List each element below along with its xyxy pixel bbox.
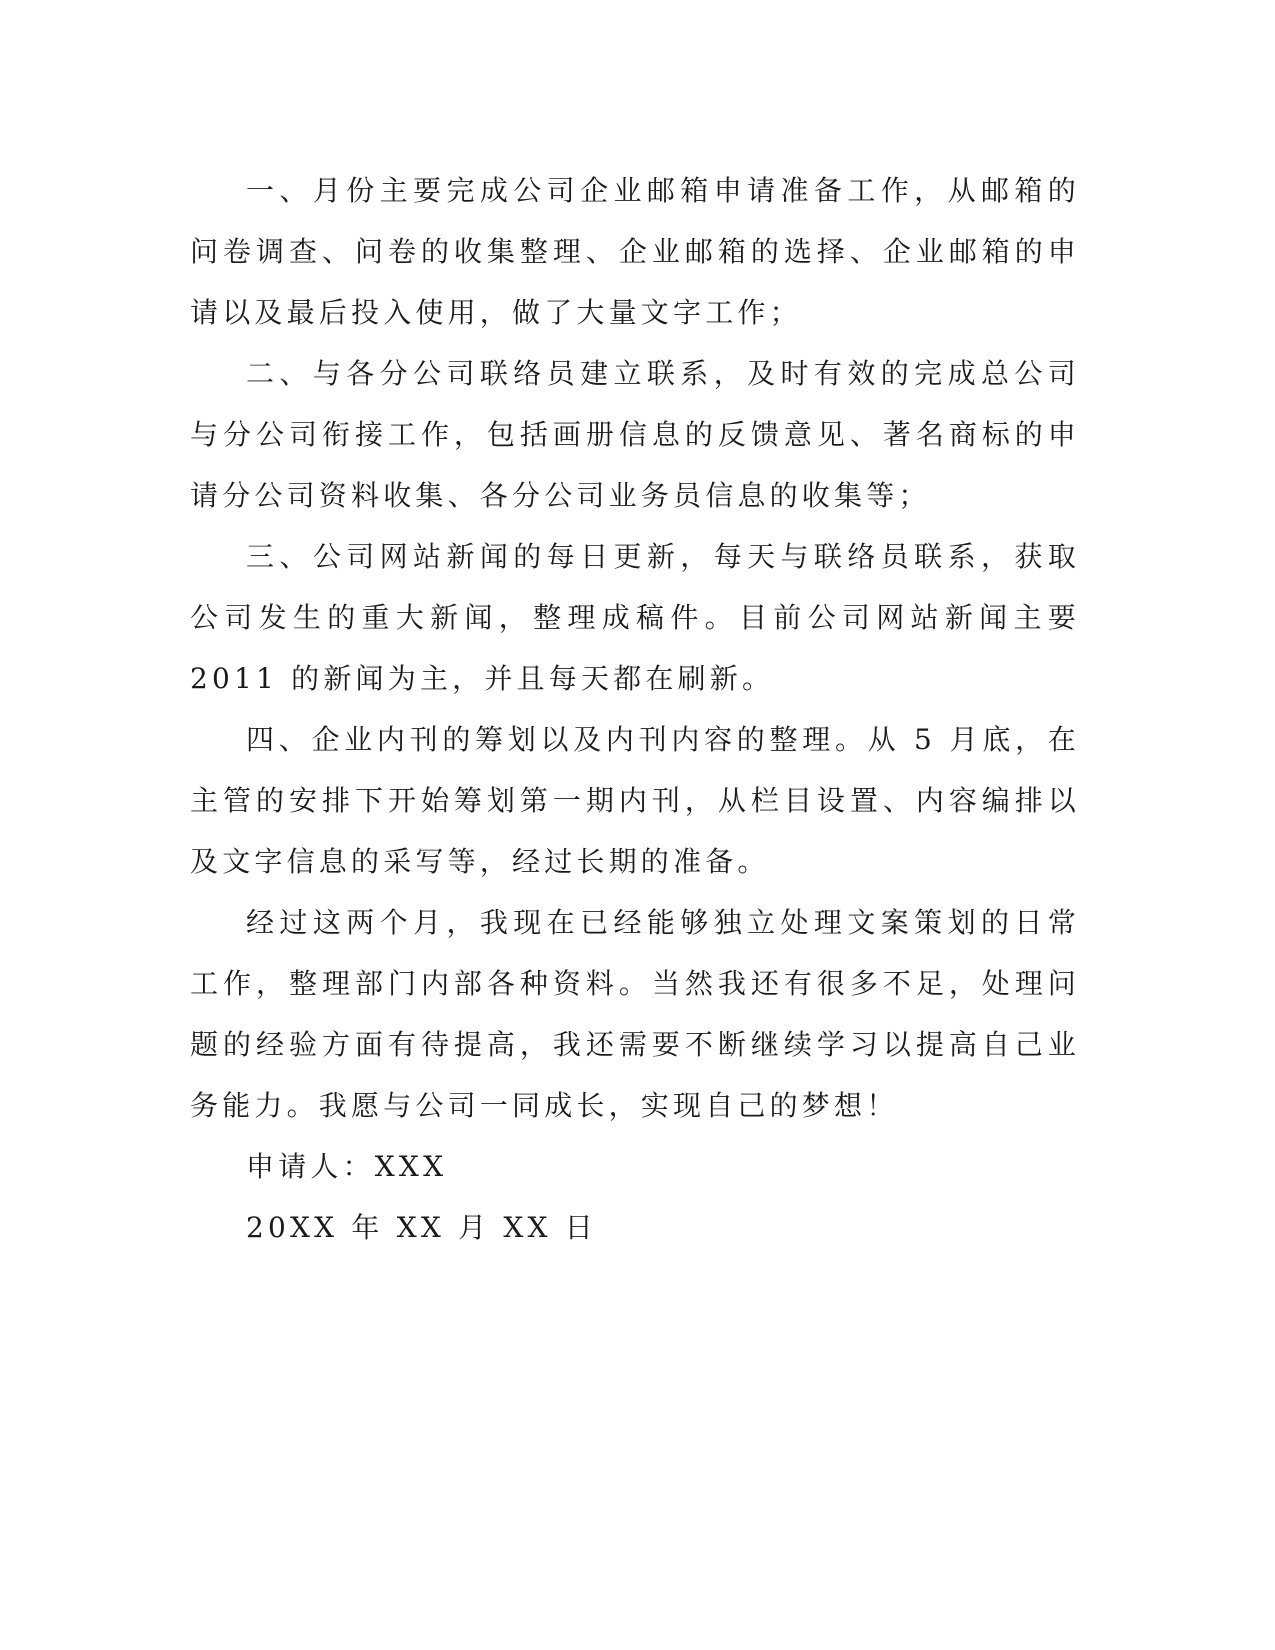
paragraph-2: 二、与各分公司联络员建立联系，及时有效的完成总公司与分公司衔接工作，包括画册信息的反馈意见、著名商标的申请分公司资料收集、各分公司业务员信息的收集等；	[190, 357, 1080, 512]
paragraph-4: 四、企业内刊的筹划以及内刊内容的整理。从 5 月底，在主管的安排下开始筹划第一期内刊，从栏目设置、内容编排以及文字信息的采写等，经过长期的准备。	[190, 723, 1080, 878]
paragraph-1: 一、月份主要完成公司企业邮箱申请准备工作，从邮箱的问卷调查、问卷的收集整理、企业邮箱的选择、企业邮箱的申请以及最后投入使用，做了大量文字工作；	[190, 174, 1080, 329]
paragraph-3: 三、公司网站新闻的每日更新，每天与联络员联系，获取公司发生的重大新闻，整理成稿件。目前公司网站新闻主要 2011 的新闻为主，并且每天都在刷新。	[190, 540, 1080, 695]
paragraph-5: 经过这两个月，我现在已经能够独立处理文案策划的日常工作，整理部门内部各种资料。当然我还有很多不足，处理问题的经验方面有待提高，我还需要不断继续学习以提高自己业务能力。我愿与公司一同成长，实现自己的梦想！	[190, 906, 1080, 1122]
date-line: 20XX 年 XX 月 XX 日	[246, 1211, 597, 1244]
document-body	[190, 160, 1080, 1258]
applicant-line: 申请人：XXX	[246, 1150, 448, 1183]
